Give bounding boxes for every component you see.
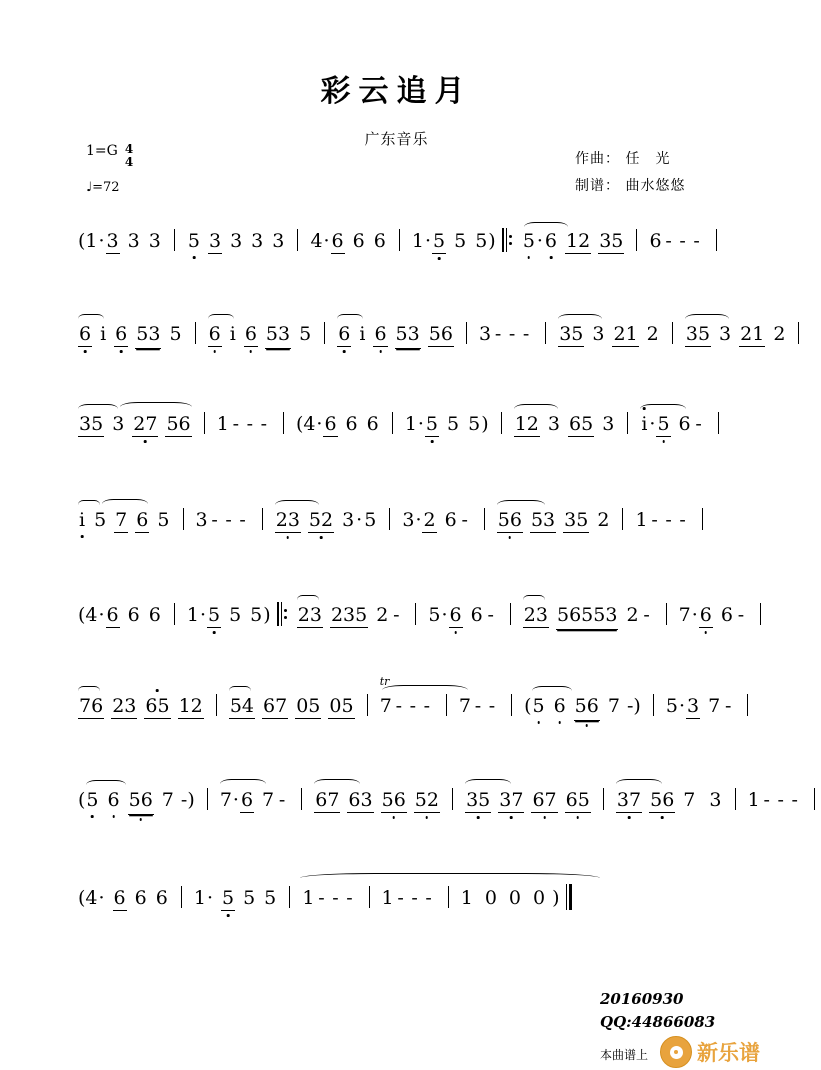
slur — [300, 873, 600, 883]
page-title: 彩云追月 — [320, 74, 473, 109]
measure: 12 3 65 3 — [514, 413, 616, 437]
measure: 5· 6 6 - — [428, 604, 494, 626]
barline — [452, 788, 453, 810]
slur — [220, 779, 266, 789]
measure: 1 0 0 0 ) — [460, 887, 560, 909]
music-line-3 — [78, 412, 728, 468]
measure: 5 3 3 3 3 — [187, 230, 285, 252]
barline — [501, 412, 502, 434]
barline — [511, 694, 512, 716]
slur — [382, 685, 468, 695]
music-line-5 — [78, 602, 745, 658]
barline — [545, 322, 546, 344]
barline — [262, 508, 263, 530]
barline — [636, 229, 637, 251]
vinyl-disc-icon — [660, 1036, 692, 1068]
measure: 6 i 6 53 5 — [208, 323, 313, 349]
measure: 6 - - - — [649, 230, 700, 252]
measure: 7 - - — [458, 695, 496, 717]
barline — [415, 603, 416, 625]
measure: 7· 6 7 - — [220, 789, 289, 813]
barline — [666, 603, 667, 625]
time-signature — [125, 143, 133, 168]
barline — [603, 788, 604, 810]
measure: 5· 3 7 - — [665, 695, 732, 717]
barline — [448, 886, 449, 908]
barline — [814, 788, 815, 810]
measure: 7· 6 6 - — [678, 604, 745, 626]
measure: 3· 2 6 - — [402, 509, 468, 531]
measure: (4· 6 6 6 — [295, 413, 379, 435]
barline — [195, 322, 196, 344]
measure: (1· 3 3 3 — [78, 230, 161, 252]
measure: 6 i 6 53 5 — [78, 323, 183, 349]
measure: 1 - - - — [216, 413, 268, 435]
barline — [367, 694, 368, 716]
measure: 67 63 56 52 — [314, 789, 440, 813]
date-text: 20160930 — [600, 990, 684, 1008]
barline — [716, 229, 717, 251]
measure: 37 56 7 3 — [616, 789, 723, 813]
barline — [622, 508, 623, 530]
time-signature-denominator: 4 — [124, 155, 134, 169]
music-line-4 — [78, 508, 728, 564]
barline — [653, 694, 654, 716]
slur — [102, 499, 148, 509]
measure: 76 23 65 12 — [78, 695, 204, 719]
music-line-6 — [78, 675, 732, 750]
barline — [181, 886, 182, 908]
measure: 54 67 05 05 — [229, 695, 355, 719]
measure: 5 · 6 12 35 — [522, 230, 625, 254]
time-signature-numerator: 4 — [124, 142, 134, 156]
measure: 6 i 6 53 56 — [337, 323, 454, 349]
measure: 1· 5 5 5) — [411, 230, 496, 252]
barline — [289, 886, 290, 908]
measure: 23 56553 2 - — [523, 604, 654, 630]
barline — [301, 788, 302, 810]
barline — [484, 508, 485, 530]
site-logo — [660, 1036, 760, 1068]
arranger-credit: 制谱： 曲水悠悠 — [575, 177, 686, 194]
measure: (5 6 56 7 -) — [524, 695, 641, 721]
barline — [297, 229, 298, 251]
measure: 35 3 27 56 — [78, 413, 192, 437]
barline — [389, 508, 390, 530]
measure: 1· 5 5 5) — [404, 413, 489, 435]
measure: i 5 7 6 5 — [78, 509, 170, 533]
measure: 23 52 3 · 5 — [275, 509, 378, 533]
slur — [314, 779, 360, 789]
measure: 35 3 21 2 — [558, 323, 660, 347]
measure: 3 - - - — [479, 323, 530, 345]
page-subtitle: 广东音乐 — [364, 130, 429, 148]
measure: i · 5 6 - — [640, 413, 705, 437]
measure: 35 37 67 65 — [465, 789, 591, 813]
music-line-2 — [78, 322, 786, 378]
music-line-7 — [78, 788, 798, 844]
measure: 56 53 35 2 — [497, 509, 611, 533]
slur — [120, 402, 192, 412]
barline — [392, 412, 393, 434]
key-tempo-block — [86, 144, 133, 195]
footer-meta — [600, 988, 715, 1033]
slur — [465, 779, 511, 789]
barline — [702, 508, 703, 530]
barline — [672, 322, 673, 344]
barline — [760, 603, 761, 625]
trill-marking: tr — [379, 675, 390, 688]
slur — [616, 779, 662, 789]
barline — [207, 788, 208, 810]
barline — [204, 412, 205, 434]
measure: (4· 6 6 6 — [78, 887, 168, 909]
barline — [466, 322, 467, 344]
measure: (5 6 56 7 -) — [78, 789, 195, 815]
final-barline — [566, 884, 574, 910]
repeat-start-sign — [502, 228, 512, 252]
measure: 23 235 2 - — [297, 604, 404, 628]
barline — [798, 322, 799, 344]
composer-credit: 作曲： 任 光 — [575, 151, 671, 167]
barline — [369, 886, 370, 908]
measure: 35 3 21 2 — [685, 323, 787, 347]
measure: 1 - - - — [747, 789, 798, 811]
measure: 1· 5 5 5) — [186, 604, 271, 626]
measure: 3 - - - — [195, 509, 246, 531]
measure: 4· 6 6 6 — [310, 230, 386, 252]
barline — [627, 412, 628, 434]
barline — [399, 229, 400, 251]
tempo-marking: ♩=72 — [86, 180, 120, 195]
music-line-8 — [78, 884, 728, 940]
credits-block — [575, 146, 685, 199]
measure: 1· 5 5 5 — [193, 887, 277, 909]
measure: 1 - - - — [302, 887, 356, 909]
qq-text: QQ:44866083 — [600, 1012, 716, 1031]
barline — [510, 603, 511, 625]
measure: tr 7 - - - — [380, 695, 434, 717]
barline — [283, 412, 284, 434]
barline — [174, 229, 175, 251]
music-line-1 — [78, 228, 728, 284]
barline — [446, 694, 447, 716]
barline — [735, 788, 736, 810]
key-signature-label: 1=G — [86, 143, 118, 159]
measure: (4· 6 6 6 — [78, 604, 161, 626]
measure: 1 - - - — [381, 887, 432, 909]
barline — [324, 322, 325, 344]
barline — [216, 694, 217, 716]
barline — [183, 508, 184, 530]
barline — [174, 603, 175, 625]
barline — [747, 694, 748, 716]
barline — [718, 412, 719, 434]
brand-name: 新乐谱 — [697, 1041, 760, 1065]
source-note: 本曲谱上 — [600, 1048, 649, 1062]
repeat-start-sign — [277, 602, 287, 626]
measure: 1 - - - — [635, 509, 686, 531]
